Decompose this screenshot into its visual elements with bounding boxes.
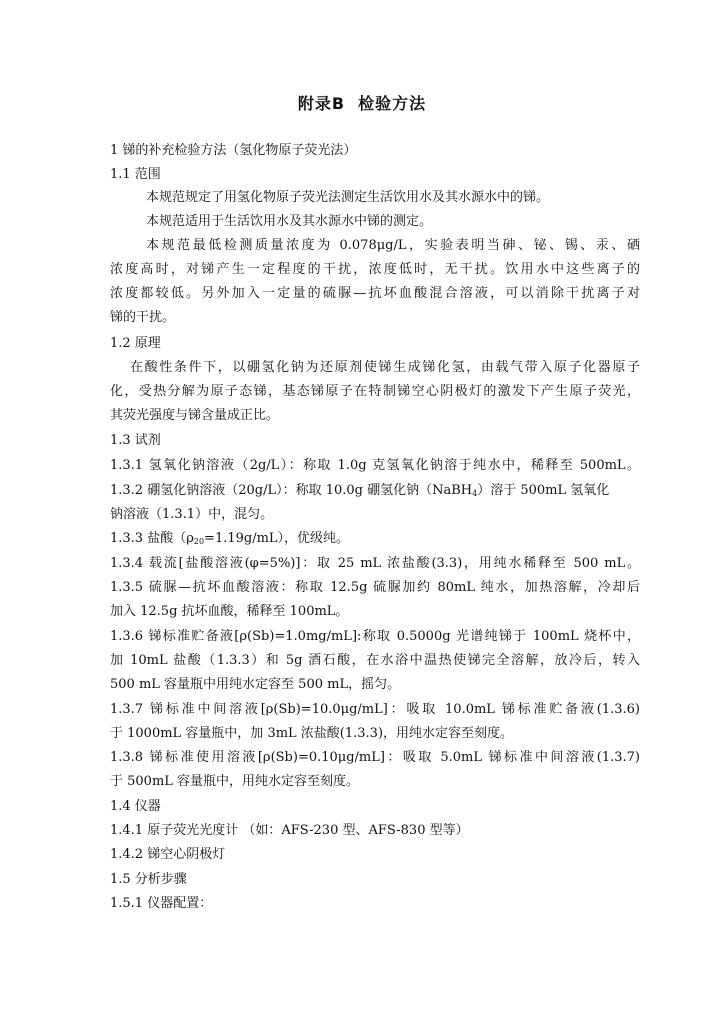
paragraph-line: 500 mL 容量瓶中用纯水定容至 500 mL，摇匀。 [110,677,401,692]
subscript: 4 [472,489,478,498]
paragraph-line: 本规范规定了用氢化物原子荧光法测定生活饮用水及其水源水中的锑。 [146,190,550,205]
paragraph-line: 加入 12.5g 抗坏血酸，稀释至 100mL。 [110,604,349,619]
paragraph-line: 钠溶液（1.3.1）中，混匀。 [110,507,274,522]
reagent-item: 1.3.4 载流[盐酸溶液(φ=5%)]：取 25 mL 浓盐酸(3.3)，用纯水稀释至 500 mL。 [110,556,640,571]
subsection-heading: 1.3 试剂 [110,433,161,448]
subsection-heading: 1.1 范围 [110,167,161,182]
paragraph-line: 于 1000mL 容量瓶中，加 3mL 浓盐酸(1.3.3)，用纯水定容至刻度。 [110,726,514,741]
page-title: 附录B 检验方法 [297,94,427,113]
paragraph-line: 其荧光强度与锑含量成正比。 [110,408,280,423]
subsection-heading: 1.5 分析步骤 [110,872,187,887]
subsection-heading: 1.4 仪器 [110,799,161,814]
paragraph-line: 浓度都较低。另外加入一定量的硫脲—抗坏血酸混合溶液，可以消除干扰离子对 [110,286,640,301]
reagent-item: 1.3.3 盐酸$(\rho_{20}=1.19g/mL)$，优级纯。 [110,531,350,546]
instrument-item: 1.4.1 原子荧光光度计 （如：AFS-230 型、AFS-830 型等） [110,823,469,838]
paragraph-line: 本规范适用于生活饮用水及其水源水中锑的测定。 [146,214,433,229]
reagent-item: 1.3.2 硼氢化钠溶液（20g/L）：称取 10.0g 硼氢化钠（NaBH$_4$）溶于 500mL 氢氧化 [110,483,610,498]
reagent-item: 1.3.5 硫脲—抗坏血酸溶液：称取 12.5g 硫脲加约 80mL 纯水，加热溶解，冷却后 [110,580,640,595]
paragraph-line: 加 10mL 盐酸（1.3.3）和 5g 酒石酸，在水浴中温热使锑完全溶解，放冷后，转入 [110,653,640,668]
instrument-item: 1.4.2 锑空心阴极灯 [110,847,226,862]
subscript: 20 [193,537,205,546]
paragraph-line: 在酸性条件下，以硼氢化钠为还原剂使锑生成锑化氢，由载气带入原子化器原子 [130,360,640,375]
subsection-heading: 1.2 原理 [110,336,161,351]
paragraph-line: 化，受热分解为原子态锑，基态锑原子在特制锑空心阴极灯的激发下产生原子荧光， [110,384,640,399]
reagent-item: 1.3.6 锑标准贮备液[ρ(Sb)=1.0mg/mL]:称取 0.5000g 光谱纯锑于 100mL 烧杯中， [110,629,640,644]
reagent-item: 1.3.7 锑标准中间溶液[ρ(Sb)=10.0μg/mL]：吸取 10.0mL 锑标准贮备液(1.3.6) [110,702,640,717]
step-item: 1.5.1 仪器配置： [110,896,213,911]
reagent-item: 1.3.1 氢氧化钠溶液（2g/L）：称取 1.0g 克氢氧化钠溶于纯水中，稀释至 500mL。 [110,458,640,473]
paragraph-line: 浓度高时，对锑产生一定程度的干扰，浓度低时，无干扰。饮用水中这些离子的 [110,262,640,277]
section-heading: 1 锑的补充检验方法（氢化物原子荧光法） [110,143,357,158]
paragraph-line: 于 500mL 容量瓶中，用纯水定容至刻度。 [110,774,360,789]
reagent-item: 1.3.8 锑标准使用溶液[ρ(Sb)=0.10μg/mL]：吸取 5.0mL 锑标准中间溶液(1.3.7) [110,750,640,765]
paragraph-line: 锑的干扰。 [110,310,176,325]
paragraph-line: 本规范最低检测质量浓度为 0.078μg/L，实验表明当砷、铋、锡、汞、硒 [146,238,640,253]
